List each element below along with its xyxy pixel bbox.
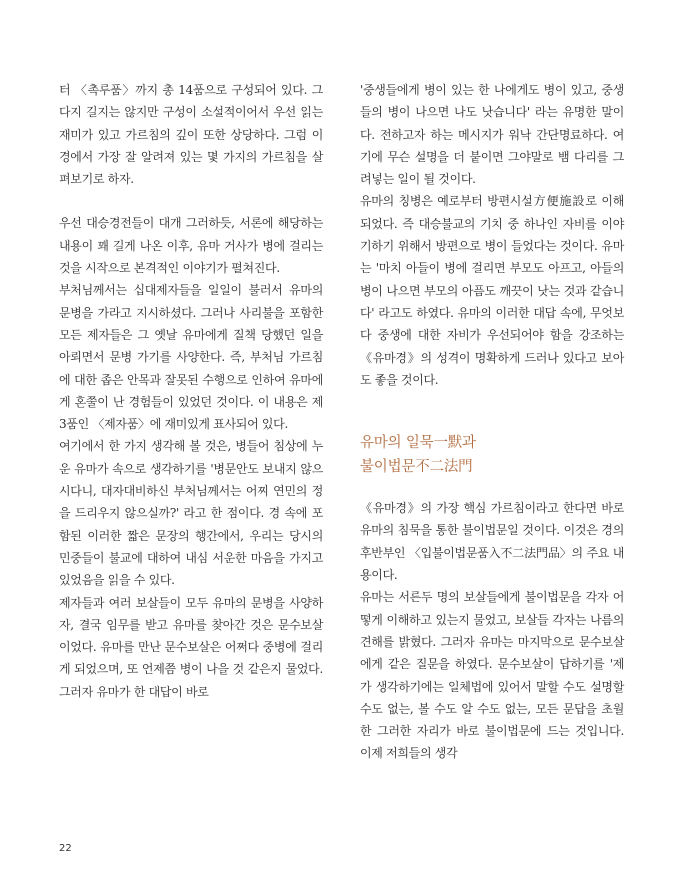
- section-heading-line-2: 불이법문不二法門: [360, 459, 473, 476]
- body-paragraph: 터 〈촉루품〉까지 총 14품으로 구성되어 있다. 그다지 길지는 않지만 구성이 소설적이어서 우선 읽는 재미가 있고 가르침의 깊이 또한 상당하다. 그럼 이 경에서 가장 잘 알려져 있는 몇 가지의 가르침을 살펴보기로 하자.: [59, 83, 323, 187]
- body-paragraph: 유마의 칭병은 예로부터 방편시설方便施設로 이해되었다. 즉 대승불교의 기치 중 하나인 자비를 이야기하기 위해서 방편으로 병이 들었다는 것이다. 유마는 '마치 아들이 병에 걸리면 부모도 아프고, 아들의 병이 나으면 부모의 아픔도 깨끗이 낫는 것과 같습니다' 라고도 하였다. 유마의 이러한 대답 속에, 무엇보다 중생에 대한 자비가 우선되어야 함을 강조하는 《유마경》의 성격이 명확하게 드러나 있다고 보아도 좋을 것이다.: [360, 194, 624, 387]
- body-paragraph: '중생들에게 병이 있는 한 나에게도 병이 있고, 중생들의 병이 나으면 나도 낫습니다' 라는 유명한 말이다. 전하고자 하는 메시지가 워낙 간단명료하다. 여기에 무슨 설명을 더 붙이면 그야말로 뱀 다리를 그려넣는 일이 될 것이다.: [360, 83, 624, 187]
- body-paragraph: 제자들과 여러 보살들이 모두 유마의 문병을 사양하자, 결국 임무를 받고 유마를 찾아간 것은 문수보살이었다. 유마를 만난 문수보살은 어쩌다 중병에 걸리게 되었으며, 또 언제쯤 병이 나을 것 같은지 물었다. 그러자 유마가 한 대답이 바로: [59, 595, 323, 699]
- body-paragraph: 유마는 서른두 명의 보살들에게 불이법문을 각자 어떻게 이해하고 있는지 물었고, 보살들 각자는 나름의 견해를 밝혔다. 그러자 유마는 마지막으로 문수보살에게 같은 질문을 하였다. 문수보살이 답하기를 '제가 생각하기에는 일체법에 있어서 말할 수도 설명할 수도 없는, 볼 수도 알 수도 없는, 모든 문답을 초월한 그러한 자리가 바로 불이법문에 드는 것입니다. 이제 저희들의 생각: [360, 590, 624, 761]
- body-paragraph: 우선 대승경전들이 대개 그러하듯, 서론에 해당하는 내용이 꽤 길게 나온 이후, 유마 거사가 병에 걸리는 것을 시작으로 본격적인 이야기가 펼쳐진다.: [59, 216, 323, 276]
- body-paragraph: 여기에서 한 가지 생각해 볼 것은, 병들어 침상에 누운 유마가 속으로 생각하기를 '병문안도 보내지 않으시다니, 대자대비하신 부처님께서는 어찌 연민의 정을 드리우지 않으실까?' 라고 한 점이다. 경 속에 포함된 이러한 짧은 문장의 행간에서, 우리는 당시의 민중들이 불교에 대하여 내심 서운한 마음을 가지고 있었음을 읽을 수 있다.: [59, 439, 323, 588]
- section-heading-line-1: 유마의 일묵一默과: [360, 435, 476, 452]
- body-paragraph: 부처님께서는 십대제자들을 일일이 불러서 유마의 문병을 가라고 지시하셨다. 그러나 사리불을 포함한 모든 제자들은 그 옛날 유마에게 질책 당했던 일을 아뢰면서 문병 가기를 사양한다. 즉, 부처님 가르침에 대한 좁은 안목과 잘못된 수행으로 인하여 유마에게 혼쭐이 난 경험들이 있었던 것이다. 이 내용은 제3품인 〈제자품〉에 재미있게 표사되어 있다.: [59, 283, 323, 432]
- right-column: [360, 79, 624, 765]
- left-column: [59, 79, 323, 703]
- body-paragraph: 《유마경》의 가장 핵심 가르침이라고 한다면 바로 유마의 침묵을 통한 불이법문일 것이다. 이것은 경의 후반부인 〈입불이법문품入不二法門品〉의 주요 내용이다.: [360, 501, 624, 583]
- section-heading: [360, 431, 624, 479]
- page-number: 22: [59, 843, 72, 854]
